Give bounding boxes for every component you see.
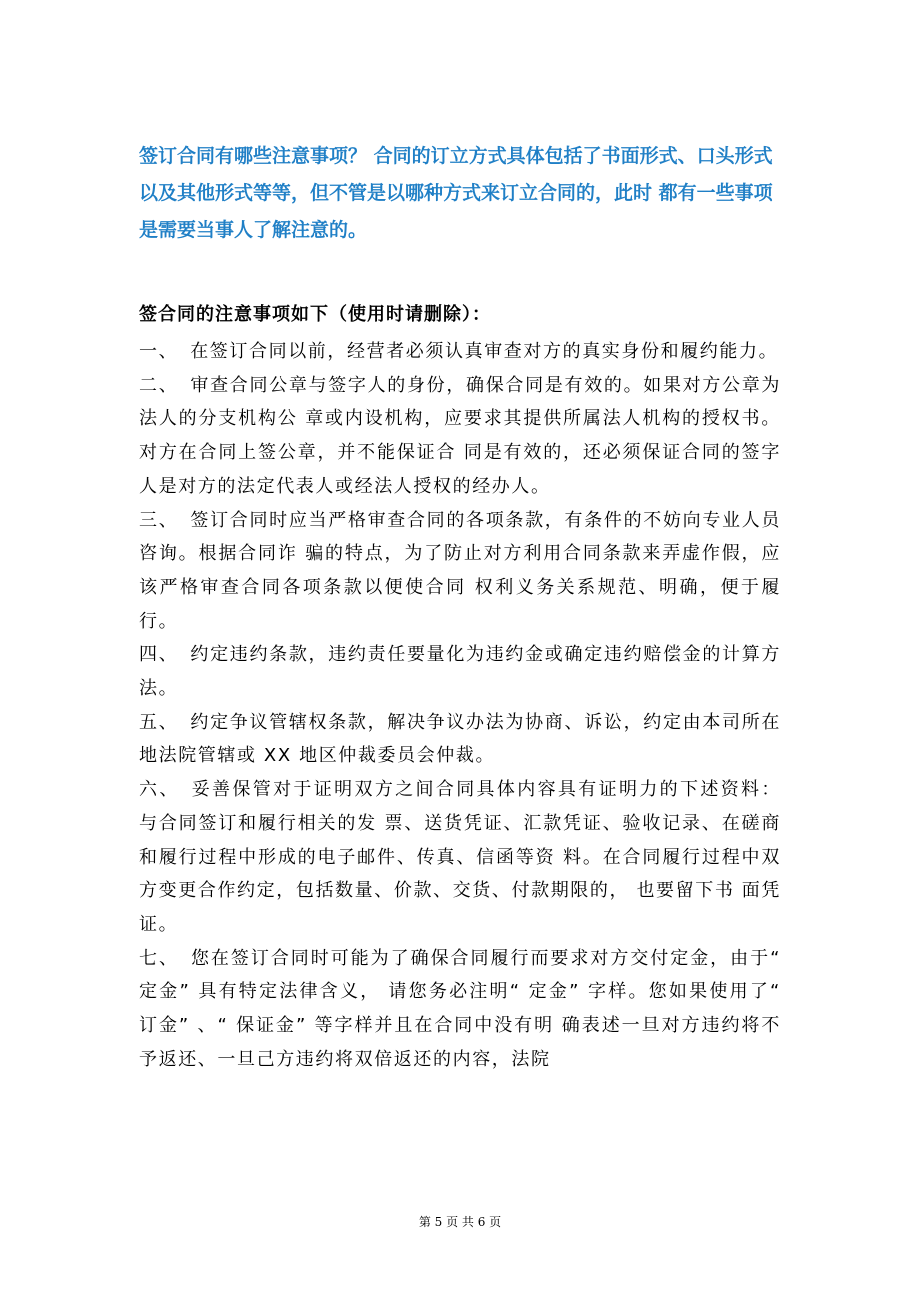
item-number: 五、 [139,711,179,733]
item-text: 签订合同时应当严格审查合同的各项条款，有条件的不妨向专业人员咨询。根据合同诈 骗的特点，为了防止对方利用合同条款来弄虚作假，应该严格审查合同各项条款以便使合同 权利义务关系规范、明确，便于履行。 [139,509,782,632]
item-number: 三、 [139,509,179,531]
item-text: 您在签订合同时可能为了确保合同履行而要求对方交付定金，由于“ 定金” 具有特定法律含义， 请您务必注明“ 定金” 字样。您如果使用了“ 订金” 、“ 保证金” 等字样并且在合同中没有明 确表述一旦对方违约将不予返还、一旦己方违约将双倍返还的内容，法院 [139,947,782,1070]
notice-list [139,335,781,1076]
item-text: 审查合同公章与签字人的身份，确保合同是有效的。如果对方公章为法人的分支机构公 章或内设机构，应要求其提供所属法人机构的授权书。对方在合同上签公章，并不能保证合 同是有效的，还必须保证合同的签字人是对方的法定代表人或经法人授权的经办人。 [139,374,782,497]
page-footer: 第 5 页 共 6 页 [418,1215,502,1229]
item-number: 七、 [139,947,179,969]
intro-paragraph: 签订合同有哪些注意事项？ 合同的订立方式具体包括了书面形式、口头形式以及其他形式等等，但不管是以哪种方式来订立合同的，此时 都有一些事项是需要当事人了解注意的。 [139,145,773,241]
item-number: 四、 [139,644,179,666]
list-item [139,335,781,369]
list-item [139,706,781,773]
item-number: 六、 [139,779,180,801]
list-item [139,504,781,639]
item-number: 一、 [139,341,179,362]
list-item [139,773,781,942]
list-item [139,369,781,504]
item-text: 在签订合同以前，经营者必须认真审查对方的真实身份和履约能力。 [190,341,779,362]
item-text: 妥善保管对于证明双方之间合同具体内容具有证明力的下述资料： 与合同签订和履行相关的发 票、送货凭证、汇款凭证、验收记录、在磋商和履行过程中形成的电子邮件、传真、信函等资 料。在合同履行过程中双方变更合作约定，包括数量、价款、交货、付款期限的， 也要留下书 面凭证。 [139,779,781,935]
item-number: 二、 [139,374,179,396]
list-item [139,638,781,705]
item-text: 约定争议管辖权条款，解决争议办法为协商、诉讼，约定由本司所在地法院管辖或 XX 地区仲裁委员会仲裁。 [139,711,782,767]
list-item [139,942,781,1077]
item-text: 约定违约条款，违约责任要量化为违约金或确定违约赔偿金的计算方法。 [139,644,782,700]
section-title: 签合同的注意事项如下（使用时请删除）： [139,304,491,325]
